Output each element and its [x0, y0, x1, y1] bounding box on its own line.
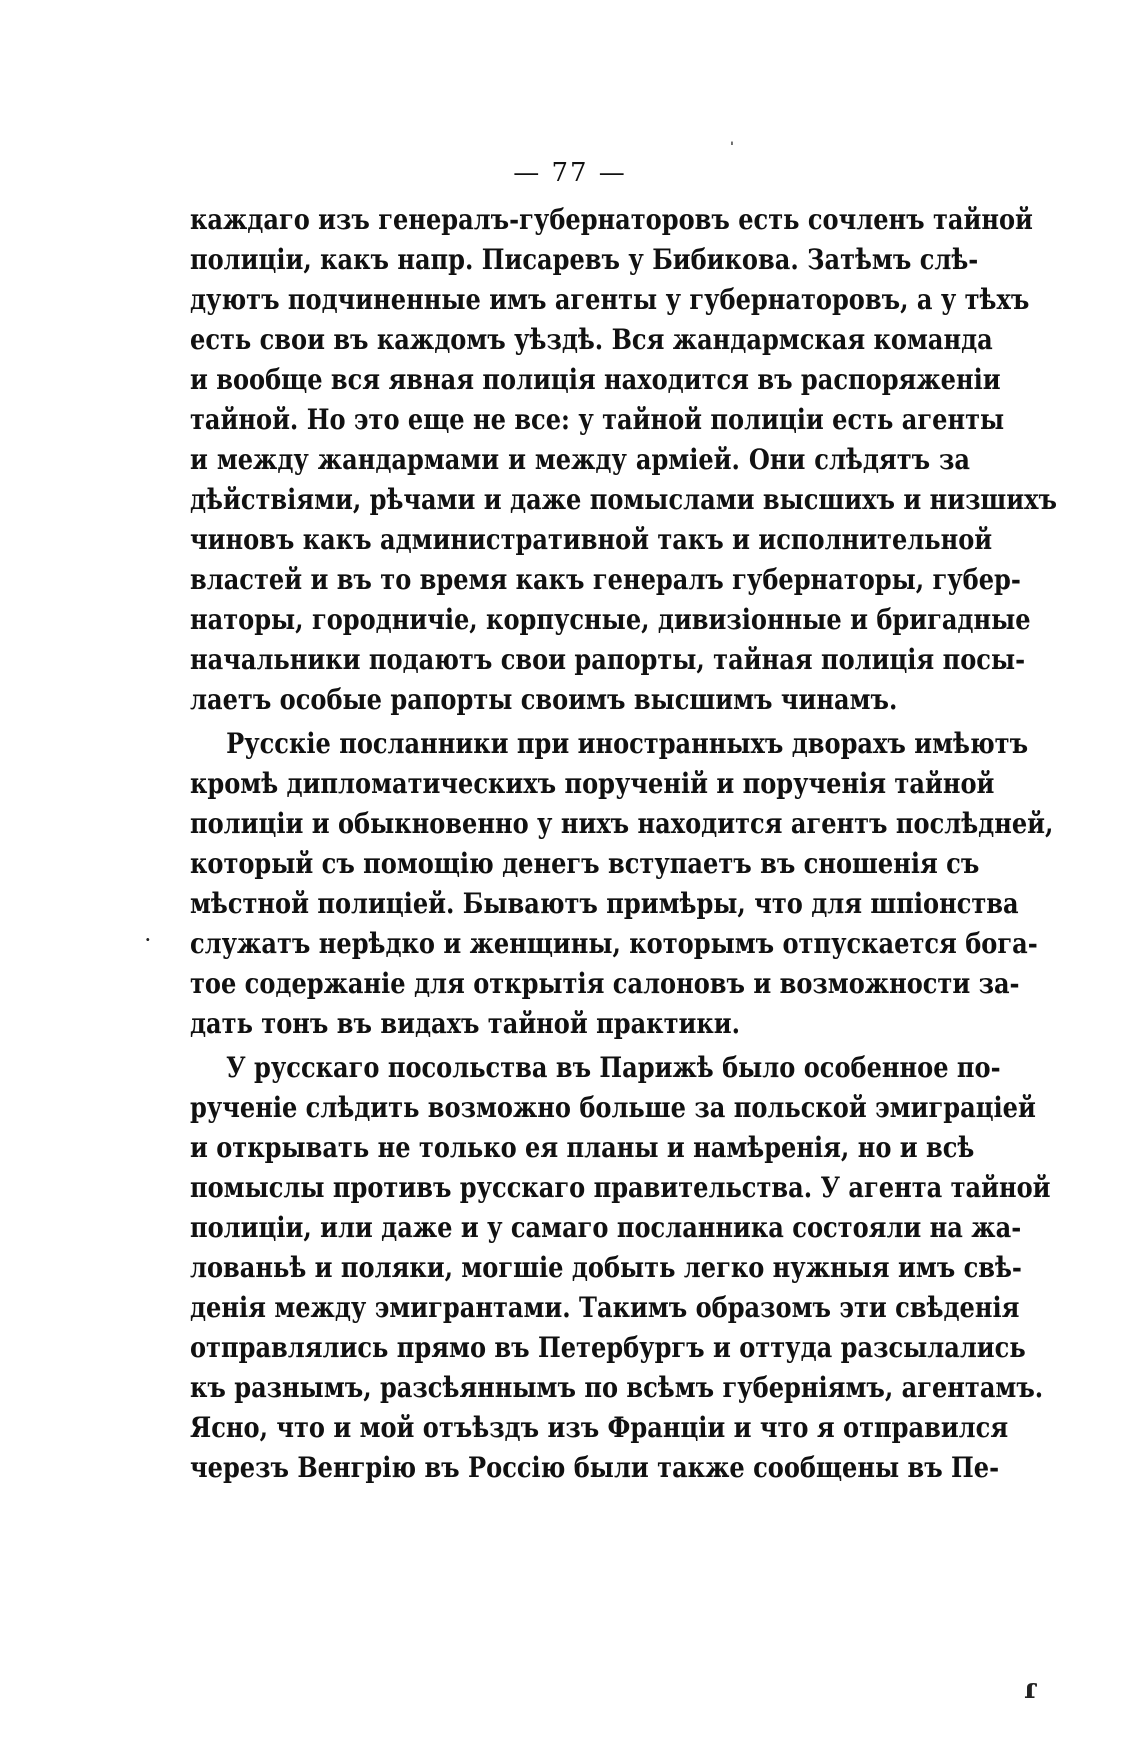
text-line: лованьѣ и поляки, могшіе добыть легко нужныя имъ свѣ- [190, 1251, 1022, 1284]
text-line: который съ помощію денегъ вступаетъ въ сношенія съ [190, 847, 980, 880]
text-line: Русскіе посланники при иностранныхъ дворахъ имѣютъ [226, 727, 1029, 760]
text-line: У русскаго посольства въ Парижѣ было особенное по- [226, 1051, 1001, 1084]
text-line: дать тонъ въ видахъ тайной практики. [190, 1007, 740, 1040]
text-line: мѣстной полиціей. Бываютъ примѣры, что для шпіонства [190, 887, 1019, 920]
text-line: дѣйствіями, рѣчами и даже помыслами высшихъ и низшихъ [190, 483, 1058, 516]
text-line: властей и въ то время какъ генералъ губернаторы, губер- [190, 563, 1021, 596]
text-line: и между жандармами и между арміей. Они слѣдятъ за [190, 443, 971, 476]
text-line: лаетъ особые рапорты своимъ высшимъ чинамъ. [190, 683, 898, 716]
text-line: тое содержаніе для открытія салоновъ и возможности за- [190, 967, 1020, 1000]
text-line: къ разнымъ, разсѣяннымъ по всѣмъ губерніямъ, агентамъ. [190, 1371, 1044, 1404]
page-number: — 77 — [513, 158, 627, 188]
text-line: начальники подаютъ свои рапорты, тайная полиція посы- [190, 643, 1026, 676]
text-line: помыслы противъ русскаго правительства. У агента тайной [190, 1171, 1051, 1204]
text-line: Ясно, что и мой отъѣздъ изъ Франціи и что я отправился [190, 1411, 1009, 1444]
text-line: есть свои въ каждомъ уѣздѣ. Вся жандармская команда [190, 323, 993, 356]
text-line: полиціи, какъ напр. Писаревъ у Бибикова. Затѣмъ слѣ- [190, 243, 979, 276]
text-line: черезъ Венгрію въ Россію были также сообщены въ Пе- [190, 1451, 1000, 1484]
text-line: наторы, городничіе, корпусные, дивизіонные и бригадные [190, 603, 1031, 636]
text-line: полиціи и обыкновенно у нихъ находится агентъ послѣдней, [190, 807, 1054, 840]
text-line: отправлялись прямо въ Петербургъ и оттуда разсылались [190, 1331, 1026, 1364]
text-line: рученіе слѣдить возможно больше за польской эмиграціей [190, 1091, 1036, 1124]
text-line: дуютъ подчиненные имъ агенты у губернаторовъ, а у тѣхъ [190, 283, 1030, 316]
text-line: полиціи, или даже и у самаго посланника состояли на жа- [190, 1211, 1022, 1244]
text-line: служатъ нерѣдко и женщины, которымъ отпускается бога- [190, 927, 1038, 960]
text-line: каждаго изъ генералъ-губернаторовъ есть сочленъ тайной [190, 203, 1033, 236]
scan-speck-top: ˈ [730, 140, 734, 156]
paragraph-3 [190, 1048, 1051, 1488]
scan-speck-left: · [145, 930, 151, 949]
text-line: и вообще вся явная полиція находится въ распоряженіи [190, 363, 1001, 396]
text-block [190, 200, 1058, 1488]
paragraph-2 [190, 724, 1054, 1044]
text-line: чиновъ какъ административной такъ и исполнительной [190, 523, 993, 556]
text-line: тайной. Но это еще не все: у тайной полиціи есть агенты [190, 403, 1005, 436]
scan-speck-bottom: ɾ [1024, 1672, 1037, 1705]
paragraph-1 [190, 200, 1058, 720]
text-line: и открывать не только ея планы и намѣренія, но и всѣ [190, 1131, 975, 1164]
text-line: кромѣ дипломатическихъ порученій и порученія тайной [190, 767, 995, 800]
text-line: денія между эмигрантами. Такимъ образомъ эти свѣденія [190, 1291, 1020, 1324]
